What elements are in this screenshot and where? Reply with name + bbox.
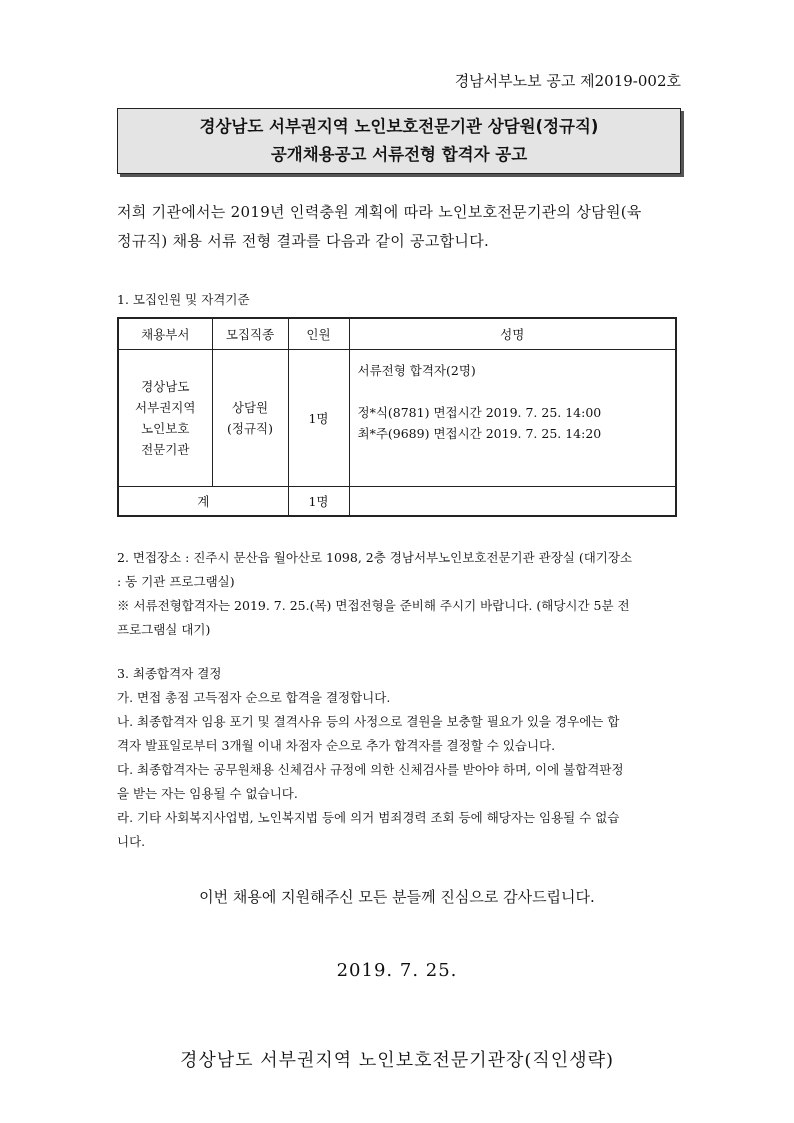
section3-item-d-1: 라. 기타 사회복지사업법, 노인복지법 등에 의거 범죄경력 조회 등에 해당자는 임용될 수 없습 (117, 810, 620, 825)
department-line: 경상남도 (141, 379, 190, 394)
table-header-row (118, 318, 676, 350)
department-cell (118, 350, 212, 487)
section2-note-2: 프로그램실 대기) (117, 622, 211, 637)
section2-note-1: ※ 서류전형합격자는 2019. 7. 25.(목) 면접전형을 준비해 주시기 바랍니다. (해당시간 5분 전 (117, 598, 630, 613)
section3-item-d-2: 니다. (117, 834, 146, 849)
names-title: 서류전형 합격자(2명) (357, 363, 476, 378)
total-count: 1명 (288, 487, 349, 517)
table-row (118, 350, 676, 487)
intro-line-1: 저희 기관에서는 2019년 인력충원 계획에 따라 노인보호전문기관의 상담원(육 (117, 203, 642, 221)
department-line: 노인보호 (141, 421, 190, 436)
section1-heading: 1. 모집인원 및 자격기준 (117, 292, 250, 307)
thanks-message: 이번 채용에 지원해주신 모든 분들께 진심으로 감사드립니다. (199, 888, 595, 906)
count-cell: 1명 (288, 350, 349, 487)
signer: 경상남도 서부권지역 노인보호전문기관장(직인생략) (179, 1050, 615, 1071)
header-count: 인원 (288, 318, 349, 350)
job-type-cell (212, 350, 288, 487)
total-names (349, 487, 676, 517)
section3-item-b-2: 격자 발표일로부터 3개월 이내 차점자 순으로 추가 합격자를 결정할 수 있습니다. (117, 738, 556, 753)
section2-line-2: : 동 기관 프로그램실) (117, 574, 235, 589)
intro-line-2: 정규직) 채용 서류 전형 결과를 다음과 같이 공고합니다. (117, 232, 490, 250)
candidate-2: 최*주(9689) 면접시간 2019. 7. 25. 14:20 (357, 426, 602, 441)
header-job-type: 모집직종 (212, 318, 288, 350)
department-line: 서부권지역 (135, 400, 196, 415)
names-cell (349, 350, 676, 487)
section3-item-c-1: 다. 최종합격자는 공무원채용 신체검사 규정에 의한 신체검사를 받아야 하며, 이에 불합격판정 (117, 762, 624, 777)
header-names: 성명 (349, 318, 676, 350)
job-line: 상담원 (231, 400, 269, 415)
candidate-1: 정*식(8781) 면접시간 2019. 7. 25. 14:00 (357, 405, 602, 420)
section2-line-1: 2. 면접장소 : 진주시 문산읍 월아산로 1098, 2층 경남서부노인보호전문기관 관장실 (대기장소 (117, 550, 633, 565)
department-line: 전문기관 (141, 442, 190, 457)
section3-item-a: 가. 면접 총점 고득점자 순으로 합격을 결정합니다. (117, 690, 391, 705)
total-row (118, 487, 676, 517)
recruitment-table (117, 317, 677, 517)
section3-item-b-1: 나. 최종합격자 임용 포기 및 결격사유 등의 사정으로 결원을 보충할 필요가 있을 경우에는 합 (117, 714, 620, 729)
header-department: 채용부서 (118, 318, 212, 350)
notice-number: 경남서부노보 공고 제2019-002호 (454, 72, 681, 90)
notice-date: 2019. 7. 25. (336, 960, 458, 981)
intro-paragraph (117, 198, 682, 256)
title-box (117, 108, 681, 174)
title-line-1: 경상남도 서부권지역 노인보호전문기관 상담원(정규직) (199, 117, 599, 136)
section2 (117, 546, 683, 642)
title-line-2: 공개채용공고 서류전형 합격자 공고 (270, 145, 528, 164)
section3-item-c-2: 을 받는 자는 임용될 수 없습니다. (117, 786, 298, 801)
section3 (117, 662, 683, 854)
section3-heading: 3. 최종합격자 결정 (117, 666, 222, 681)
total-label: 계 (118, 487, 288, 517)
job-line: (정규직) (227, 421, 273, 436)
